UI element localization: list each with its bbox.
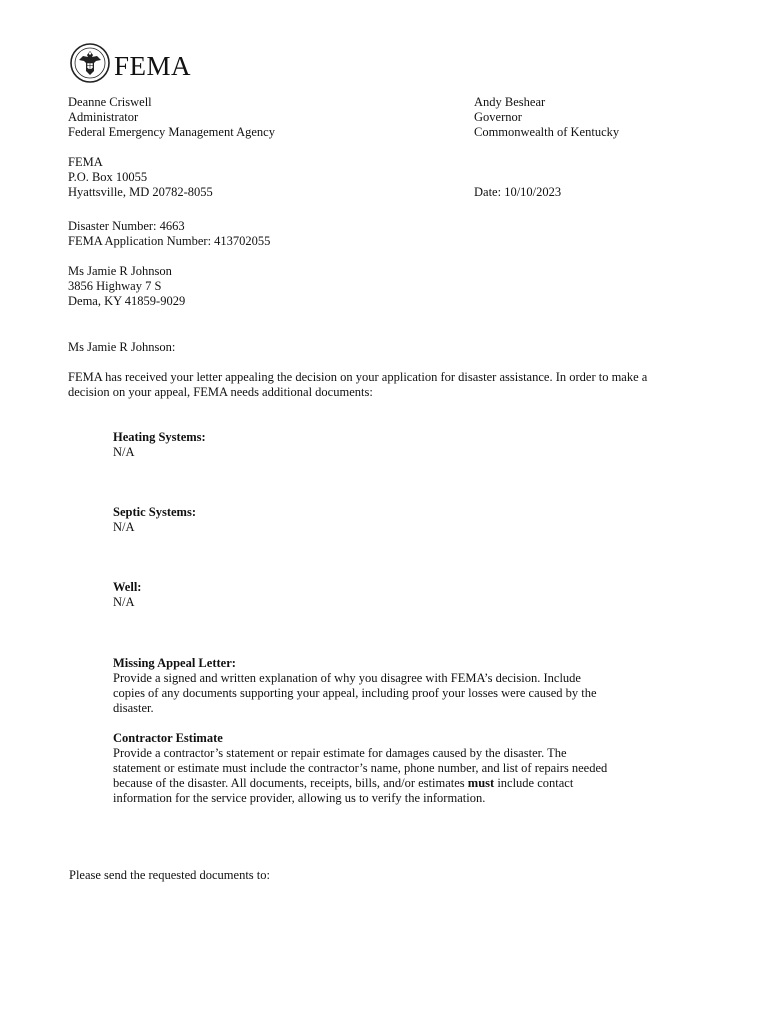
salutation: Ms Jamie R Johnson: bbox=[68, 340, 176, 354]
section-well-title: Well: bbox=[113, 580, 142, 594]
application-number: FEMA Application Number: 413702055 bbox=[68, 234, 271, 248]
section-well bbox=[113, 580, 141, 610]
section-septic-body: N/A bbox=[113, 520, 135, 534]
governor-state: Commonwealth of Kentucky bbox=[474, 125, 620, 139]
recipient-city: Dema, KY 41859-9029 bbox=[68, 294, 186, 308]
section-heating bbox=[113, 430, 206, 460]
letter-date: Date: 10/10/2023 bbox=[474, 185, 562, 199]
sender-org: Federal Emergency Management Agency bbox=[68, 125, 275, 139]
address-line-1: FEMA bbox=[68, 155, 103, 169]
governor-block bbox=[474, 95, 619, 140]
address-line-2: P.O. Box 10055 bbox=[68, 170, 148, 184]
sender-title: Administrator bbox=[68, 110, 139, 124]
contractor-body-emphasis: must bbox=[467, 776, 495, 790]
recipient-name: Ms Jamie R Johnson bbox=[68, 264, 172, 278]
governor-name: Andy Beshear bbox=[474, 95, 546, 109]
section-contractor bbox=[113, 731, 613, 806]
section-well-body: N/A bbox=[113, 595, 135, 609]
section-heating-title: Heating Systems: bbox=[113, 430, 206, 444]
section-contractor-body bbox=[113, 746, 613, 806]
sender-name: Deanne Criswell bbox=[68, 95, 152, 109]
dhs-seal-icon bbox=[70, 41, 110, 85]
recipient-street: 3856 Highway 7 S bbox=[68, 279, 162, 293]
closing-line: Please send the requested documents to: bbox=[69, 868, 270, 882]
disaster-number: Disaster Number: 4663 bbox=[68, 219, 185, 233]
section-septic-title: Septic Systems: bbox=[113, 505, 196, 519]
contractor-body-part-1: Provide a contractor’s statement or repair estimate for damages caused by the disaster. The statement or estimate must include the contractor’s name, phone number, and list of repairs needed because of the disaster. All documents, receipts, bills, and/or estimates bbox=[113, 746, 608, 790]
address-line-3: Hyattsville, MD 20782-8055 bbox=[68, 185, 213, 199]
section-appeal-body: Provide a signed and written explanation of why you disagree with FEMA’s decision. Include copies of any documents supporting your appeal, including proof your losses were caused by the disaster. bbox=[113, 671, 597, 715]
intro-paragraph: FEMA has received your letter appealing the decision on your application for disaster assistance. In order to make a decision on your appeal, FEMA needs additional documents: bbox=[68, 370, 648, 399]
section-septic bbox=[113, 505, 196, 535]
section-appeal-title: Missing Appeal Letter: bbox=[113, 656, 236, 670]
contractor-body-part-2: include contact information for the service provider, allowing us to verify the information. bbox=[113, 776, 574, 805]
recipient-address bbox=[68, 264, 185, 309]
case-numbers bbox=[68, 219, 270, 249]
governor-title: Governor bbox=[474, 110, 522, 124]
section-heating-body: N/A bbox=[113, 445, 135, 459]
sender-block bbox=[68, 95, 275, 140]
logo-text: FEMA bbox=[114, 50, 192, 81]
section-contractor-title: Contractor Estimate bbox=[113, 731, 223, 745]
section-appeal bbox=[113, 656, 613, 716]
return-address bbox=[68, 155, 213, 200]
fema-logo bbox=[70, 40, 191, 86]
